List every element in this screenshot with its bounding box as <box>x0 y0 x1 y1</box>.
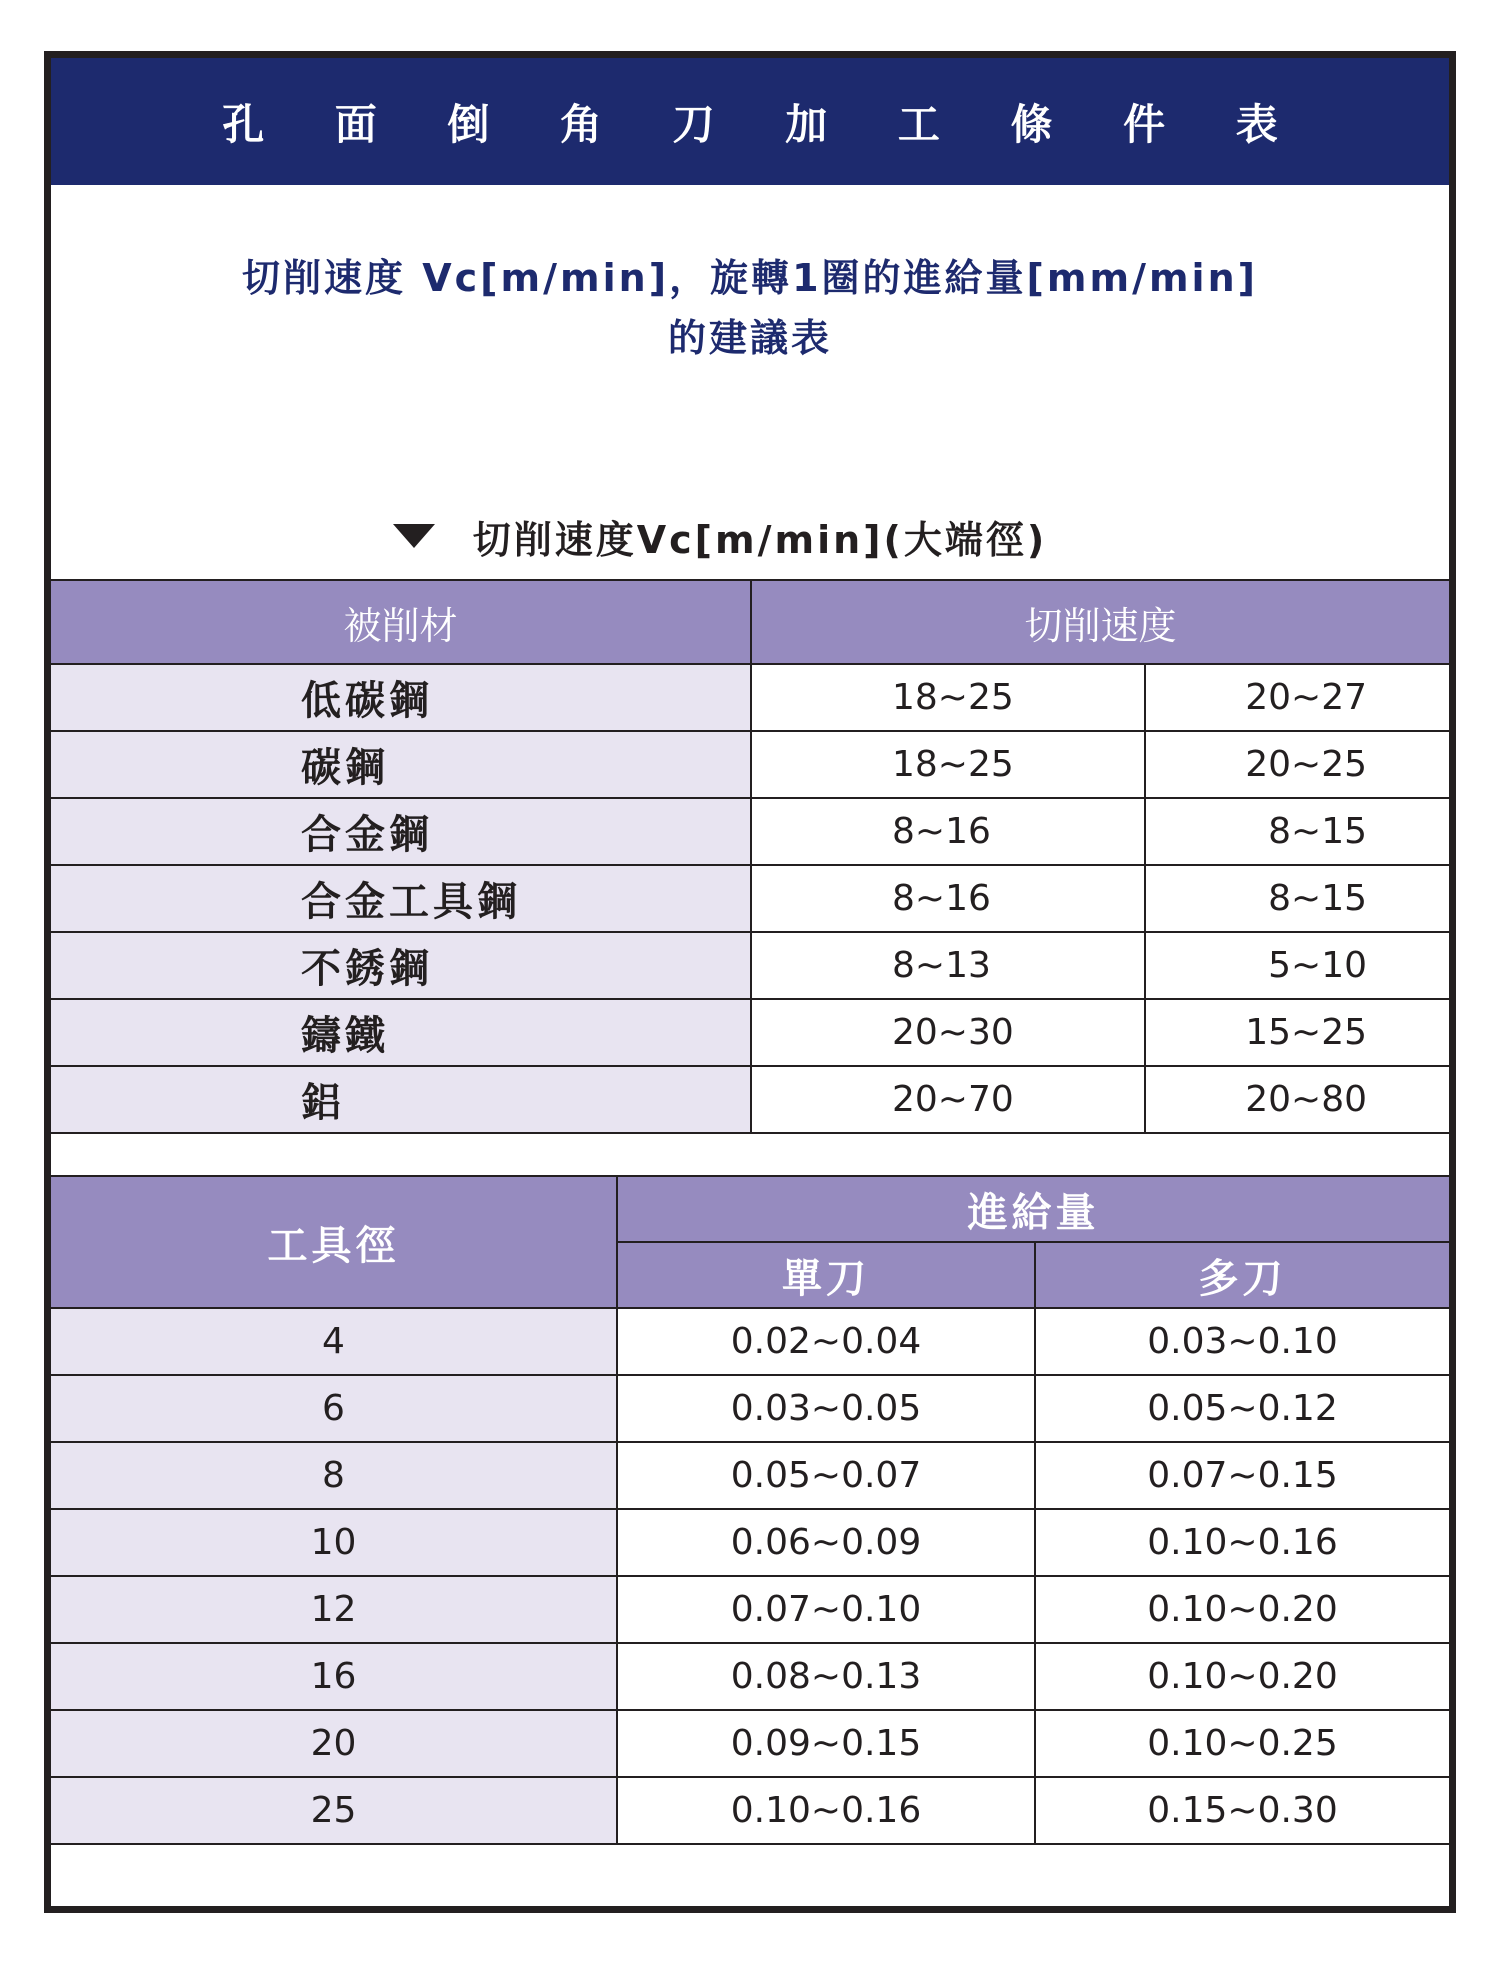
subtitle-line-1: 切削速度 Vc[m/min]，旋轉1圈的進給量[mm/min] <box>242 256 1258 300</box>
feed-table-header-top <box>51 1176 1449 1242</box>
cutting-speed-table <box>51 579 1449 1134</box>
material-cell: 鋁 <box>51 1066 751 1133</box>
material-cell: 合金工具鋼 <box>51 865 751 932</box>
speed-value-1: 20~70 <box>751 1066 1145 1133</box>
header-speed: 切削速度 <box>751 580 1449 664</box>
header-multi-flute: 多刀 <box>1035 1242 1449 1308</box>
material-cell: 合金鋼 <box>51 798 751 865</box>
header-feed: 進給量 <box>617 1176 1449 1242</box>
table-row <box>51 932 1449 999</box>
multi-flute-feed: 0.05~0.12 <box>1035 1375 1449 1442</box>
table-row <box>51 1308 1449 1375</box>
multi-flute-feed: 0.10~0.16 <box>1035 1509 1449 1576</box>
table-row <box>51 865 1449 932</box>
single-flute-feed: 0.08~0.13 <box>617 1643 1035 1710</box>
table-row <box>51 1509 1449 1576</box>
table-row <box>51 1066 1449 1133</box>
speed-value-2: 8~15 <box>1145 865 1449 932</box>
banner-title: 孔 面 倒 角 刀 加 工 條 件 表 <box>51 58 1449 185</box>
tool-diameter-cell: 8 <box>51 1442 617 1509</box>
header-single-flute: 單刀 <box>617 1242 1035 1308</box>
single-flute-feed: 0.02~0.04 <box>617 1308 1035 1375</box>
triangle-down-icon <box>393 524 435 548</box>
speed-value-2: 5~10 <box>1145 932 1449 999</box>
tool-diameter-cell: 10 <box>51 1509 617 1576</box>
speed-value-2: 15~25 <box>1145 999 1449 1066</box>
table-row <box>51 1576 1449 1643</box>
multi-flute-feed: 0.03~0.10 <box>1035 1308 1449 1375</box>
multi-flute-feed: 0.10~0.20 <box>1035 1643 1449 1710</box>
header-tool-diameter: 工具徑 <box>51 1176 617 1308</box>
feed-table <box>51 1175 1449 1845</box>
material-cell: 鑄鐵 <box>51 999 751 1066</box>
table-row <box>51 999 1449 1066</box>
single-flute-feed: 0.06~0.09 <box>617 1509 1035 1576</box>
subtitle-line-2: 的建議表 <box>667 316 832 360</box>
table-row <box>51 1643 1449 1710</box>
multi-flute-feed: 0.15~0.30 <box>1035 1777 1449 1844</box>
speed-value-1: 20~30 <box>751 999 1145 1066</box>
tool-diameter-cell: 25 <box>51 1777 617 1844</box>
speed-value-2: 8~15 <box>1145 798 1449 865</box>
header-material: 被削材 <box>51 580 751 664</box>
table-row <box>51 1375 1449 1442</box>
speed-value-1: 18~25 <box>751 731 1145 798</box>
multi-flute-feed: 0.10~0.25 <box>1035 1710 1449 1777</box>
table-row <box>51 1777 1449 1844</box>
speed-value-1: 8~16 <box>751 865 1145 932</box>
subtitle <box>51 248 1449 368</box>
table-row <box>51 798 1449 865</box>
single-flute-feed: 0.10~0.16 <box>617 1777 1035 1844</box>
table-row <box>51 1442 1449 1509</box>
section-title-text: 切削速度Vc[m/min](大端徑) <box>472 517 1048 562</box>
single-flute-feed: 0.07~0.10 <box>617 1576 1035 1643</box>
speed-value-2: 20~80 <box>1145 1066 1449 1133</box>
speed-value-2: 20~25 <box>1145 731 1449 798</box>
tool-diameter-cell: 16 <box>51 1643 617 1710</box>
tool-diameter-cell: 20 <box>51 1710 617 1777</box>
tool-diameter-cell: 4 <box>51 1308 617 1375</box>
table-row <box>51 1710 1449 1777</box>
tool-diameter-cell: 6 <box>51 1375 617 1442</box>
tool-diameter-cell: 12 <box>51 1576 617 1643</box>
single-flute-feed: 0.05~0.07 <box>617 1442 1035 1509</box>
material-cell: 低碳鋼 <box>51 664 751 731</box>
speed-value-2: 20~27 <box>1145 664 1449 731</box>
table-row <box>51 731 1449 798</box>
speed-value-1: 18~25 <box>751 664 1145 731</box>
speed-table-header <box>51 580 1449 664</box>
speed-value-1: 8~13 <box>751 932 1145 999</box>
single-flute-feed: 0.09~0.15 <box>617 1710 1035 1777</box>
document-frame <box>44 51 1456 1913</box>
section-title <box>51 506 1449 566</box>
speed-value-1: 8~16 <box>751 798 1145 865</box>
material-cell: 碳鋼 <box>51 731 751 798</box>
multi-flute-feed: 0.07~0.15 <box>1035 1442 1449 1509</box>
single-flute-feed: 0.03~0.05 <box>617 1375 1035 1442</box>
table-row <box>51 664 1449 731</box>
multi-flute-feed: 0.10~0.20 <box>1035 1576 1449 1643</box>
material-cell: 不銹鋼 <box>51 932 751 999</box>
